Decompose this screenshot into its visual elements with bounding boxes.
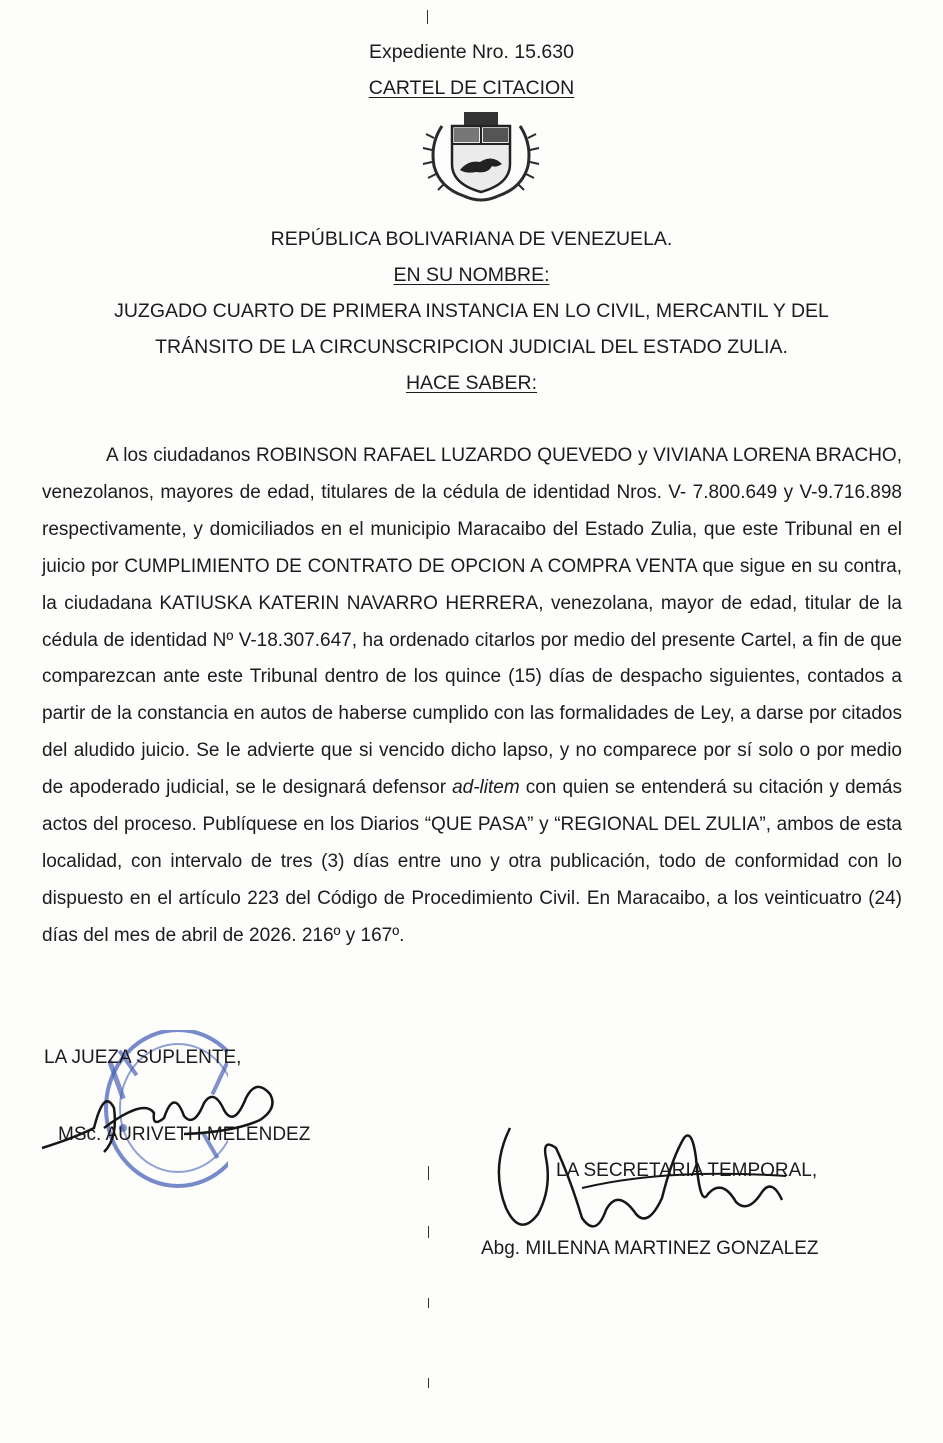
scan-mark	[428, 1166, 429, 1180]
body-text-part-1: A los ciudadanos ROBINSON RAFAEL LUZARDO QUEVEDO y VIVIANA LORENA BRACHO, venezolanos, mayores de edad, titulares de la cédula de identidad Nros. V- 7.800.649 y V-9.716.898 respectivamente, y domiciliados en el municipio Maracaibo del Estado Zulia, que este Tribunal en el juicio por CUMPLIMIENTO DE CONTRATO DE OPCION A COMPRA VENTA que sigue en su contra, la ciudadana KATIUSKA KATERIN NAVARRO HERRERA, venezolana, mayor de edad, titular de la cédula de identidad Nº V-18.307.647, ha ordenado citarlos por medio del presente Cartel, a fin de que comparezcan ante este Tribunal dentro de los quince (15) días de despacho siguientes, contados a partir de la constancia en autos de haberse cumplido con las formalidades de Ley, a darse por citados del aludido juicio. Se le advierte que si vencido dicho lapso, y no comparece por sí solo o por medio de apoderado judicial, se le designará defensor	[42, 445, 902, 799]
scan-mark	[428, 1378, 429, 1388]
scan-mark	[427, 10, 428, 24]
court-name-line-1: JUZGADO CUARTO DE PRIMERA INSTANCIA EN LO CIVIL, MERCANTIL Y DEL	[114, 300, 829, 322]
citation-body	[42, 438, 902, 955]
republic-name: REPÚBLICA BOLIVARIANA DE VENEZUELA.	[270, 228, 673, 250]
legal-term: ad-litem	[452, 777, 520, 799]
judge-title: LA JUEZA SUPLENTE,	[44, 1047, 242, 1068]
document-title: CARTEL DE CITACION	[368, 77, 575, 99]
in-its-name: EN SU NOMBRE:	[393, 264, 550, 286]
secretary-title: LA SECRETARIA TEMPORAL,	[556, 1160, 818, 1181]
announcement-heading: HACE SABER:	[405, 372, 538, 394]
court-name-line-2: TRÁNSITO DE LA CIRCUNSCRIPCION JUDICIAL DEL ESTADO ZULIA.	[155, 336, 788, 358]
secretary-name: Abg. MILENNA MARTINEZ GONZALEZ	[481, 1238, 819, 1259]
body-text-part-2: con quien se entenderá su citación y demás actos del proceso. Publíquese en los Diarios “QUE PASA” y “REGIONAL DEL ZULIA”, ambos de esta localidad, con intervalo de tres (3) días entre uno y otra publicación, todo de conformidad con lo dispuesto en el artículo 223 del Código de Procedimiento Civil. En Maracaibo, a los veinticuatro (24) días del mes de abril de 2026. 216º y 167º.	[42, 777, 902, 946]
judge-signature-icon	[34, 1068, 294, 1158]
judge-name: MSc. AURIVETH MELENDEZ	[58, 1124, 311, 1145]
scan-mark	[428, 1298, 429, 1308]
secretary-signature-icon	[486, 1118, 816, 1248]
coat-of-arms-icon	[412, 104, 550, 206]
case-number: Expediente Nro. 15.630	[369, 41, 574, 63]
scan-mark	[428, 1226, 429, 1238]
